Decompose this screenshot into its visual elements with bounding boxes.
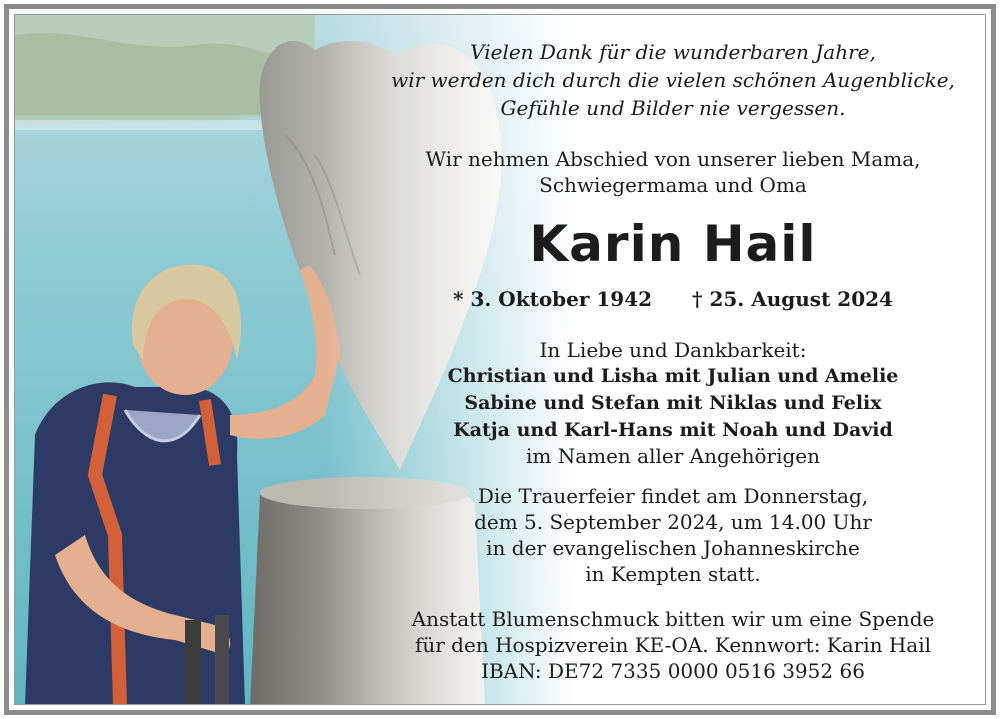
death-date: † 25. August 2024: [692, 287, 893, 311]
obituary-card: [14, 14, 986, 705]
family-member: Sabine und Stefan mit Niklas und Felix: [464, 392, 882, 414]
intro-line: Wir nehmen Abschied von unserer lieben Mama,: [425, 147, 921, 171]
family-member: Christian und Lisha mit Julian und Amelie: [447, 365, 899, 387]
family-footer: im Namen aller Angehörigen: [525, 444, 820, 468]
family-member: Katja und Karl-Hans mit Noah und David: [453, 419, 893, 441]
iban: IBAN: DE72 7335 0000 0516 3952 66: [481, 659, 865, 683]
ceremony-line: in Kempten statt.: [585, 562, 761, 586]
life-dates: [345, 287, 986, 311]
family-heading: In Liebe und Dankbarkeit:: [539, 338, 807, 362]
donation-line: für den Hospizverein KE-OA. Kennwort: Karin Hail: [414, 633, 932, 657]
quote-line: wir werden dich durch die vielen schönen Augenblicke,: [391, 68, 955, 92]
donation-line: Anstatt Blumenschmuck bitten wir um eine Spende: [411, 607, 935, 631]
birth-date: * 3. Oktober 1942: [453, 287, 653, 311]
quote-line: Gefühle und Bilder nie vergessen.: [500, 96, 846, 120]
ceremony-line: Die Trauerfeier findet am Donnerstag,: [477, 484, 869, 508]
ceremony-line: in der evangelischen Johanneskirche: [486, 536, 860, 560]
deceased-name: Karin Hail: [529, 215, 817, 273]
intro-line: Schwiegermama und Oma: [539, 173, 807, 197]
quote-line: Vielen Dank für die wunderbaren Jahre,: [470, 40, 876, 64]
ceremony-line: dem 5. September 2024, um 14.00 Uhr: [474, 510, 872, 534]
